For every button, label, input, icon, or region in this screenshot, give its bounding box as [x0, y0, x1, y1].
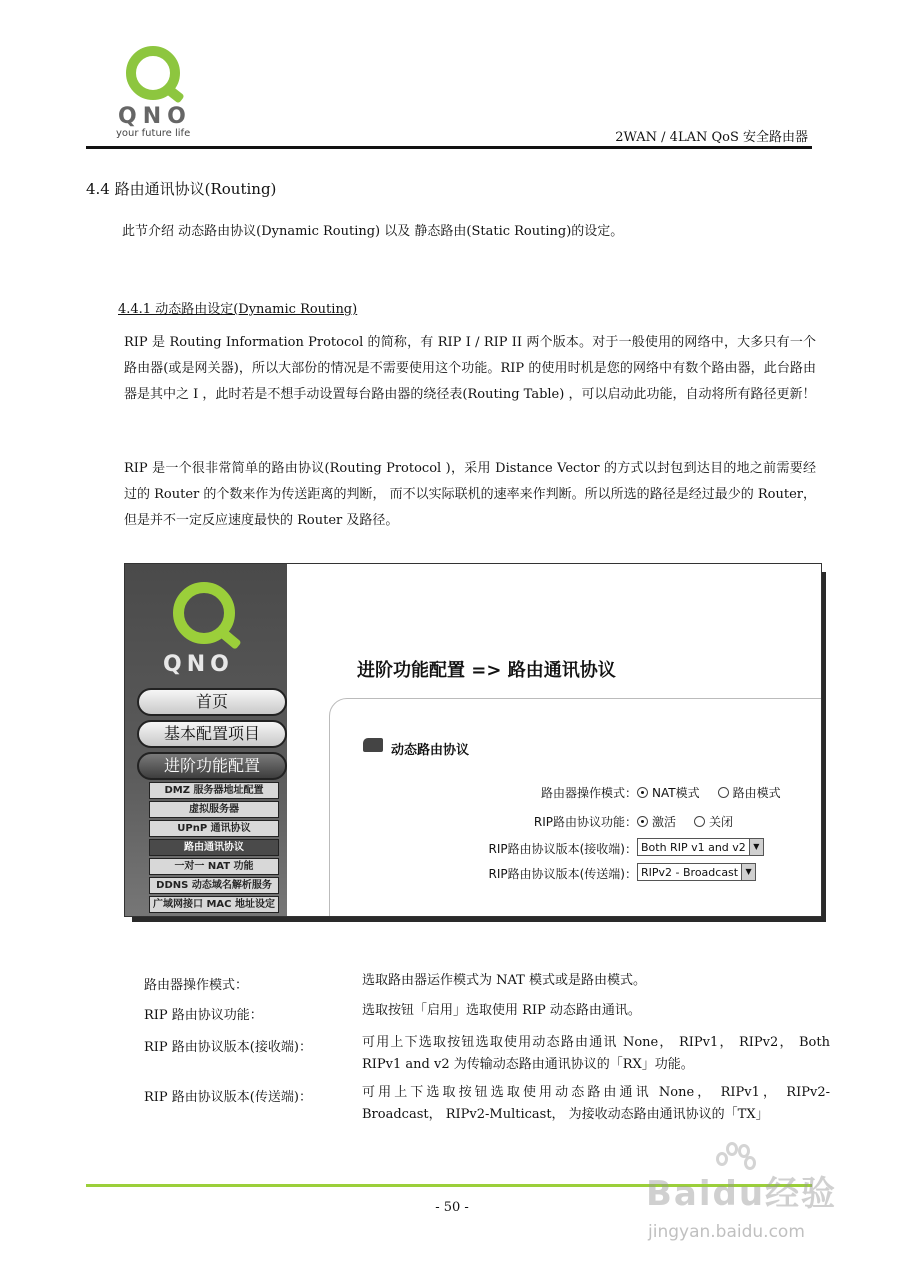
rip-on-label: 激活	[652, 815, 677, 829]
send-version-value: RIPv2 - Broadcast	[641, 865, 739, 879]
send-version-select[interactable]	[637, 863, 756, 881]
watermark: Baidu经验	[646, 1174, 838, 1214]
router-section-title: 动态路由协议	[391, 743, 470, 758]
header-title: 2WAN / 4LAN QoS 安全路由器	[615, 130, 808, 145]
rip-off-radio[interactable]	[694, 816, 705, 827]
section-heading: 4.4 路由通讯协议(Routing)	[86, 180, 277, 198]
menu-home[interactable]: 首页	[137, 688, 287, 716]
recv-version-select[interactable]	[637, 838, 764, 856]
submenu-dmz[interactable]: DMZ 服务器地址配置	[149, 782, 279, 799]
definition-term: RIP 路由协议版本(传送端)：	[144, 1090, 312, 1105]
section-intro: 此节介绍 动态路由协议(Dynamic Routing) 以及 静态路由(Static Routing)的设定。	[122, 224, 624, 239]
mode-label: 路由器操作模式：	[540, 786, 637, 800]
q-tail-icon	[218, 628, 241, 650]
submenu-wan-mac[interactable]: 广域网接口 MAC 地址设定	[149, 896, 279, 913]
definition-desc: 选取路由器运作模式为 NAT 模式或是路由模式。	[362, 973, 646, 988]
router-sidebar	[125, 564, 287, 917]
router-logo-icon	[173, 582, 243, 652]
paragraph: RIP 是 Routing Information Protocol 的简称，有 RIP I / RIP II 两个版本。对于一般使用的网络中，大多只有一个路由器(或是网关器)，所以大部份的情况是不需要使用这个功能。RIP 的使用时机是您的网络中有数个路由器，此台路由器是其中之 I ，此时若是不想手动设置每台路由器的绕径表(Routing Table) ，可以启动此功能，自动将所有路径更新！	[124, 335, 816, 402]
qno-logo	[112, 46, 196, 138]
logo-word: QNO	[118, 104, 192, 129]
rip-options	[637, 813, 733, 830]
submenu-virtual-server[interactable]: 虚拟服务器	[149, 801, 279, 818]
rip-label: RIP路由协议功能：	[533, 815, 637, 829]
definition-term: RIP 路由协议功能：	[144, 1008, 263, 1023]
mode-nat-radio[interactable]	[637, 787, 648, 798]
mode-router-label: 路由模式	[732, 786, 781, 800]
watermark-url: jingyan.baidu.com	[648, 1222, 805, 1242]
definition-desc: 可用上下选取按钮选取使用动态路由通讯 None， RIPv1， RIPv2-Broadcast， RIPv2-Multicast， 为接收动态路由通讯协议的「TX」	[362, 1085, 830, 1122]
mode-options	[637, 784, 781, 801]
definition-term: 路由器操作模式：	[144, 978, 249, 993]
mode-router-radio[interactable]	[718, 787, 729, 798]
paragraph: RIP 是一个很非常简单的路由协议(Routing Protocol )，采用 Distance Vector 的方式以封包到达目的地之前需要经过的 Router 的个数来作为传送距离的判断， 而不以实际联机的速率来作判断。所以所选的路径是经过最少的 Router， 但是并不一定反应速度最快的 Router 及路径。	[124, 461, 816, 528]
router-page-title: 进阶功能配置 => 路由通讯协议	[357, 660, 616, 681]
submenu-routing[interactable]: 路由通讯协议	[149, 839, 279, 856]
router-logo-word: QNO	[163, 652, 234, 677]
recv-label: RIP路由协议版本(接收端)：	[488, 842, 637, 856]
logo-slogan: your future life	[116, 128, 191, 139]
recv-select-wrap	[637, 838, 764, 856]
send-label: RIP路由协议版本(传送端)：	[488, 867, 637, 881]
chevron-down-icon[interactable]: ▼	[741, 864, 755, 880]
subsection-heading: 4.4.1 动态路由设定(Dynamic Routing)	[118, 302, 358, 317]
section-tab-icon	[363, 738, 383, 752]
menu-advanced-config[interactable]: 进阶功能配置	[137, 752, 287, 780]
chevron-down-icon[interactable]: ▼	[749, 839, 763, 855]
mode-nat-label: NAT模式	[652, 786, 700, 800]
submenu-ddns[interactable]: DDNS 动态域名解析服务	[149, 877, 279, 894]
recv-version-value: Both RIP v1 and v2	[641, 840, 746, 854]
submenu-one-to-one-nat[interactable]: 一对一 NAT 功能	[149, 858, 279, 875]
header-divider	[86, 146, 812, 149]
rip-off-label: 关闭	[709, 815, 734, 829]
definition-desc: 选取按钮「启用」选取使用 RIP 动态路由通讯。	[362, 1003, 641, 1018]
page-number: - 50 -	[435, 1200, 469, 1215]
definition-term: RIP 路由协议版本(接收端)：	[144, 1040, 312, 1055]
send-select-wrap	[637, 863, 756, 881]
router-content-panel	[329, 698, 822, 917]
rip-on-radio[interactable]	[637, 816, 648, 827]
submenu-upnp[interactable]: UPnP 通讯协议	[149, 820, 279, 837]
menu-basic-config[interactable]: 基本配置项目	[137, 720, 287, 748]
definition-desc: 可用上下选取按钮选取使用动态路由通讯 None， RIPv1， RIPv2， Both RIPv1 and v2 为传输动态路由通讯协议的「RX」功能。	[362, 1035, 830, 1072]
router-ui-screenshot	[124, 563, 822, 917]
